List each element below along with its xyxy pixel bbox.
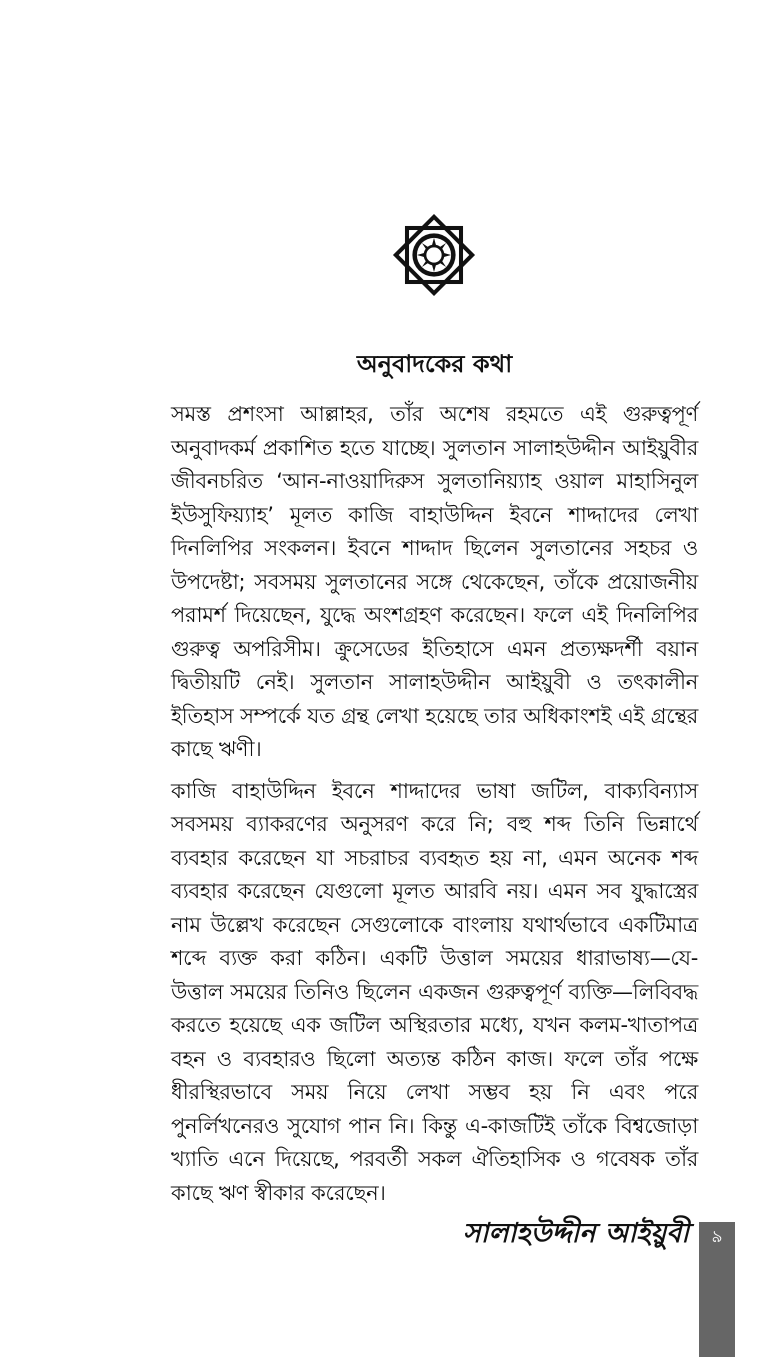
chapter-heading: অনুবাদকের কথা	[356, 350, 513, 378]
page-number: ৯	[711, 1227, 723, 1247]
running-footer-book-title: সালাহউদ্দীন আইয়ুবী	[462, 1218, 689, 1249]
paragraph-1: সমস্ত প্রশংসা আল্লাহর, তাঁর অশেষ রহমতে এই গুরুত্বপূর্ণ অনুবাদকর্ম প্রকাশিত হতে যাচ্ছে। সুলতান সালাহউদ্দীন আইয়ুবীর জীবনচরিত ‘আন-নাওয়াদিরুস সুলতানিয়্যাহ ওয়াল মাহাসিনুল ইউসুফিয়্যাহ’ মূলত কাজি বাহাউদ্দিন ইবনে শাদ্দাদের লেখা দিনলিপির সংকলন। ইবনে শাদ্দাদ ছিলেন সুলতানের সহচর ও উপদেষ্টা; সবসময় সুলতানের সঙ্গে থেকেছেন, তাঁকে প্রয়োজনীয় পরামর্শ দিয়েছেন, যুদ্ধে অংশগ্রহণ করেছেন। ফলে এই দিনলিপির গুরুত্ব অপরিসীম। ক্রুসেডের ইতিহাসে এমন প্রত্যক্ষদর্শী বয়ান দ্বিতীয়টি নেই। সুলতান সালাহউদ্দীন আইয়ুবী ও তৎকালীন ইতিহাস সম্পর্কে যত গ্রন্থ লেখা হয়েছে তার অধিকাংশই এই গ্রন্থের কাছে ঋণী।	[171, 402, 699, 761]
body-text	[171, 398, 698, 1218]
paragraph-2: কাজি বাহাউদ্দিন ইবনে শাদ্দাদের ভাষা জটিল, বাক্যবিন্যাস সবসময় ব্যাকরণের অনুসরণ করে নি; বহু শব্দ তিনি ভিন্নার্থে ব্যবহার করেছেন যা সচরাচর ব্যবহৃত হয় না, এমন অনেক শব্দ ব্যবহার করেছেন যেগুলো মূলত আরবি নয়। এমন সব যুদ্ধাস্ত্রের নাম উল্লেখ করেছেন সেগুলোকে বাংলায় যথার্থভাবে একটিমাত্র শব্দে ব্যক্ত করা কঠিন। একটি উত্তাল সময়ের ধারাভাষ্য—যে-উত্তাল সময়ের তিনিও ছিলেন একজন গুরুত্বপূর্ণ ব্যক্তি—লিবিবদ্ধ করতে হয়েছে এক জটিল অস্থিরতার মধ্যে, যখন কলম-খাতাপত্র বহন ও ব্যবহারও ছিলো অত্যন্ত কঠিন কাজ। ফলে তাঁর পক্ষে ধীরস্থিরভাবে সময় নিয়ে লেখা সম্ভব হয় নি এবং পরে পুনর্লিখনেরও সুযোগ পান নি। কিন্তু এ-কাজটিই তাঁকে বিশ্বজোড়া খ্যাতি এনে দিয়েছে, পরবর্তী সকল ঐতিহাসিক ও গবেষক তাঁর কাছে ঋণ স্বীকার করেছেন।	[171, 778, 698, 1205]
octagram-ornament-icon	[389, 210, 479, 300]
